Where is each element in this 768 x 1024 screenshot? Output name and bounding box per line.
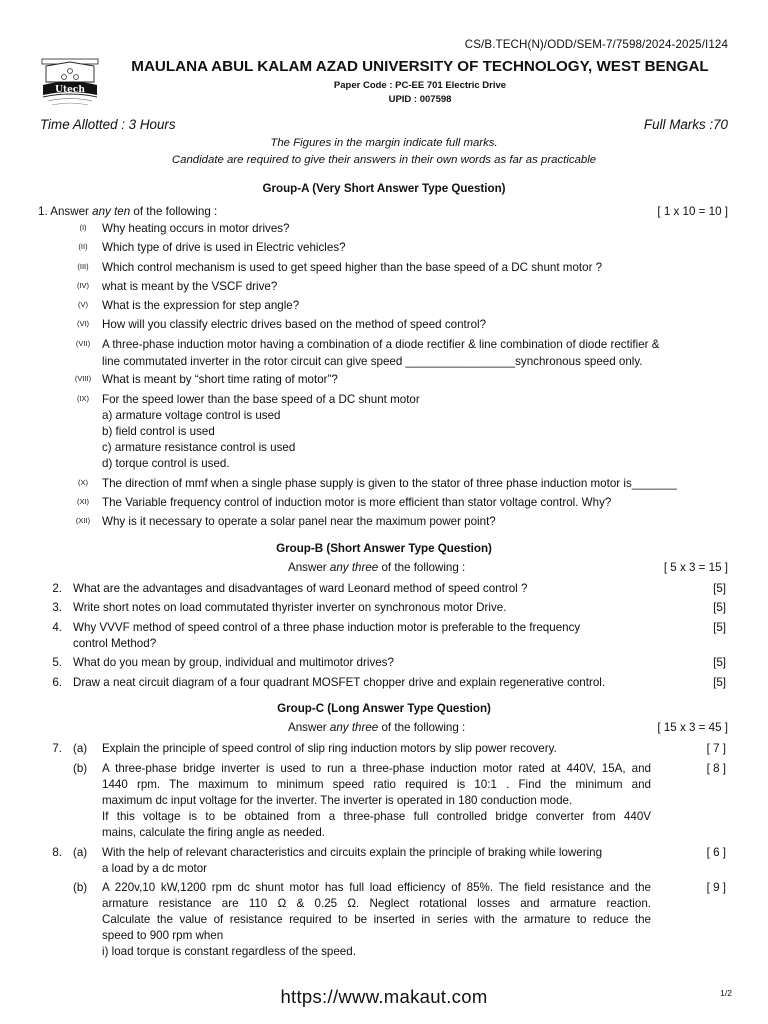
answer-prefix: Answer — [288, 721, 327, 734]
answer-suffix: of the following : — [381, 721, 466, 734]
subpart-label: (a) — [73, 846, 88, 859]
question-number: 5. — [52, 656, 62, 669]
question-text: a load by a dc motor — [102, 862, 208, 875]
question-text: Explain the principle of speed control of slip ring induction motors by slip power recovery. — [102, 742, 557, 755]
item-number: (VI) — [76, 319, 90, 328]
question-1-instruction — [38, 205, 217, 218]
question-text: Draw a neat circuit diagram of a four quadrant MOSFET chopper drive and explain regenerative control. — [73, 676, 606, 689]
question-text: Calculate the value of resistance required to be inserted in series with the armature to reduce the — [102, 913, 651, 926]
question-text-cont: line commutated inverter in the rotor circuit can give speed _________________synchronous speed only. — [102, 355, 643, 368]
question-number: 6. — [52, 676, 62, 689]
group-a-title: Group-A (Very Short Answer Type Question) — [262, 182, 506, 195]
item-number: (VII) — [75, 339, 91, 348]
question-text: A three-phase induction motor having a combination of a diode rectifier & line combination of diode rectifier & — [102, 338, 660, 351]
question-text: Why heating occurs in motor drives? — [102, 222, 290, 235]
group-c-title: Group-C (Long Answer Type Question) — [277, 702, 491, 715]
question-marks: [ 6 ] — [706, 846, 726, 859]
question-text: Which type of drive is used in Electric vehicles? — [102, 241, 346, 254]
item-number: (I) — [79, 223, 87, 232]
instruction-line-1: The Figures in the margin indicate full marks. — [270, 137, 498, 149]
time-allotted: Time Allotted : 3 Hours — [40, 117, 176, 132]
question-text: For the speed lower than the base speed of a DC shunt motor — [102, 393, 420, 406]
group-b-instruction — [288, 561, 465, 574]
question-text: mains, calculate the firing angle as needed. — [102, 826, 325, 839]
question-text: Write short notes on load commutated thyrister inverter on synchronous motor Drive. — [73, 601, 507, 614]
option-d: d) torque control is used. — [102, 457, 230, 470]
question-marks: [5] — [713, 621, 726, 634]
question-text: what is meant by the VSCF drive? — [102, 280, 278, 293]
question-marks: [ 8 ] — [706, 762, 726, 775]
instruction-line-2: Candidate are required to give their answers in their own words as far as practicable — [171, 154, 597, 166]
page-number: 1/2 — [720, 988, 732, 998]
group-c-instruction — [288, 721, 465, 734]
q1-prefix: 1. Answer — [38, 205, 89, 218]
group-b-marks: [ 5 x 3 = 15 ] — [663, 561, 728, 574]
question-text: How will you classify electric drives based on the method of speed control? — [102, 318, 487, 331]
item-number: (X) — [78, 478, 88, 487]
question-text: A 220v,10 kW,1200 rpm dc shunt motor has full load efficiency of 85%. The field resistance and the — [102, 881, 651, 894]
question-text: Which control mechanism is used to get speed higher than the base speed of a DC shunt motor ? — [102, 261, 603, 274]
option-b: b) field control is used — [102, 425, 215, 438]
question-text: A three-phase bridge inverter is used to run a three-phase induction motor rated at 440V, 15A, and — [102, 762, 651, 775]
question-number: 4. — [52, 621, 62, 634]
q1-any: any ten — [92, 205, 131, 218]
full-marks: Full Marks :70 — [643, 117, 728, 132]
item-number: (II) — [78, 242, 88, 251]
question-marks: [ 7 ] — [706, 742, 726, 755]
question-number: 7. — [52, 742, 62, 755]
answer-suffix: of the following : — [381, 561, 466, 574]
group-a-marks: [ 1 x 10 = 10 ] — [657, 205, 728, 218]
question-text: If this voltage is to be obtained from a three-phase full controlled bridge converter from 440V — [102, 810, 651, 823]
footer-url: https://www.makaut.com — [280, 986, 488, 1007]
question-text: The Variable frequency control of induction motor is more efficient than stator voltage control. Why? — [102, 496, 612, 509]
question-text: What do you mean by group, individual and multimotor drives? — [73, 656, 394, 669]
answer-prefix: Answer — [288, 561, 327, 574]
question-marks: [5] — [713, 656, 726, 669]
answer-any: any three — [329, 721, 379, 734]
question-text: 1440 rpm. The maximum to minimum speed ratio required is 10:1 . Find the minimum and — [102, 778, 651, 791]
answer-any: any three — [329, 561, 379, 574]
question-text: What are the advantages and disadvantages of ward Leonard method of speed control ? — [73, 582, 528, 595]
question-text: speed to 900 rpm when — [102, 929, 224, 942]
question-marks: [ 9 ] — [706, 881, 726, 894]
question-text: The direction of mmf when a single phase supply is given to the stator of three phase induction motor is_______ — [102, 477, 677, 490]
item-number: (III) — [77, 262, 89, 271]
q1-suffix: of the following : — [133, 205, 218, 218]
question-text: What is the expression for step angle? — [102, 299, 300, 312]
question-marks: [5] — [713, 601, 726, 614]
question-text: i) load torque is constant regardless of the speed. — [102, 945, 356, 958]
subpart-label: (b) — [73, 881, 88, 894]
question-text: Why VVVF method of speed control of a three phase induction motor is preferable to the frequency — [73, 621, 581, 634]
item-number: (XI) — [76, 497, 90, 506]
subpart-label: (a) — [73, 742, 88, 755]
question-number: 3. — [52, 601, 62, 614]
question-text: What is meant by “short time rating of motor”? — [102, 373, 338, 386]
question-text: With the help of relevant characteristics and circuits explain the principle of braking while lowering — [102, 846, 603, 859]
item-number: (V) — [78, 300, 88, 309]
paper-code: Paper Code : PC-EE 701 Electric Drive — [333, 80, 507, 91]
question-text: Why is it necessary to operate a solar panel near the maximum power point? — [102, 515, 496, 528]
option-c: c) armature resistance control is used — [102, 441, 296, 454]
group-b-title: Group-B (Short Answer Type Question) — [276, 542, 492, 555]
question-marks: [5] — [713, 676, 726, 689]
question-number: 2. — [52, 582, 62, 595]
question-number: 8. — [52, 846, 62, 859]
question-marks: [5] — [713, 582, 726, 595]
paper-reference-code: CS/B.TECH(N)/ODD/SEM-7/7598/2024-2025/I124 — [464, 38, 728, 51]
question-text-cont: control Method? — [73, 637, 157, 650]
upid: UPID : 007598 — [388, 94, 452, 105]
item-number: (IV) — [76, 281, 90, 290]
university-name: MAULANA ABUL KALAM AZAD UNIVERSITY OF TECHNOLOGY, WEST BENGAL — [131, 58, 709, 75]
item-number: (IX) — [76, 394, 90, 403]
logo-text: Utech — [55, 85, 85, 95]
item-number: (VIII) — [74, 374, 92, 383]
subpart-label: (b) — [73, 762, 88, 775]
question-text: maximum dc input voltage for the inverter. The inverter is operated in 180 conduction mode. — [102, 794, 573, 807]
item-number: (XII) — [75, 516, 91, 525]
question-text: armature resistance are 110 Ω & 0.25 Ω. Neglect rotational losses and armature reaction. — [102, 897, 651, 910]
option-a: a) armature voltage control is used — [102, 409, 281, 422]
group-c-marks: [ 15 x 3 = 45 ] — [657, 721, 728, 734]
